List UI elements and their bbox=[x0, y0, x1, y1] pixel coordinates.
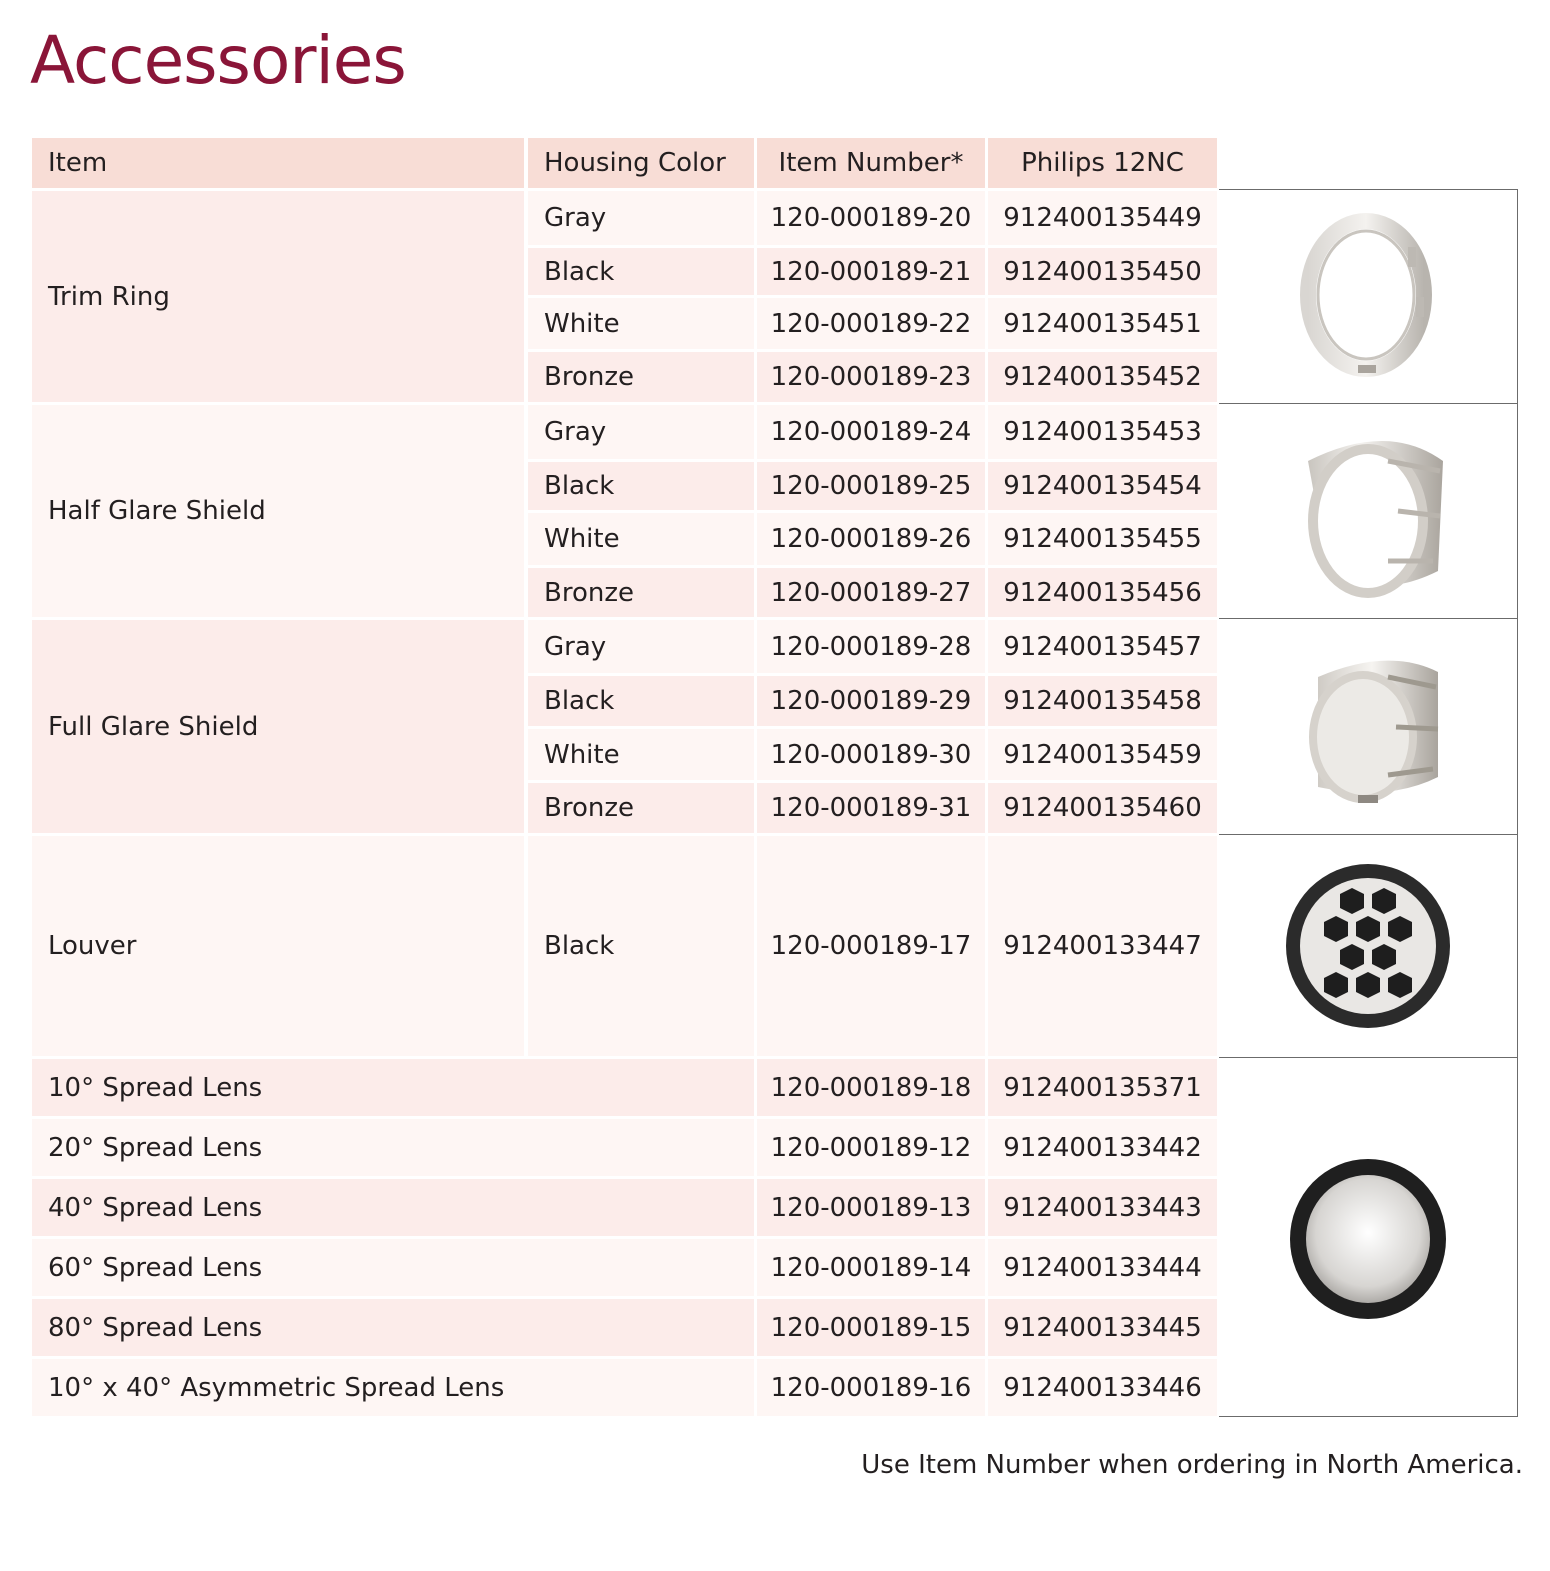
page-title: Accessories bbox=[30, 22, 406, 99]
philips-12nc-cell: 912400135452 bbox=[988, 352, 1217, 402]
philips-12nc-cell: 912400133443 bbox=[988, 1179, 1217, 1236]
trim-ring-photo bbox=[1219, 189, 1518, 403]
item-number-cell: 120-000189-13 bbox=[757, 1179, 985, 1236]
item-number-cell: 120-000189-30 bbox=[757, 729, 985, 780]
header-item-number: Item Number* bbox=[757, 138, 985, 188]
philips-12nc-cell: 912400135451 bbox=[988, 298, 1217, 349]
item-number-cell: 120-000189-23 bbox=[757, 352, 985, 402]
philips-12nc-cell: 912400135454 bbox=[988, 462, 1217, 510]
philips-12nc-cell: 912400135371 bbox=[988, 1059, 1217, 1116]
item-cell: Half Glare Shield bbox=[32, 405, 524, 617]
philips-12nc-cell: 912400135450 bbox=[988, 248, 1217, 295]
housing-color-cell: White bbox=[528, 298, 754, 349]
item-number-cell: 120-000189-20 bbox=[757, 191, 985, 245]
lens-item-cell: 60° Spread Lens bbox=[32, 1239, 754, 1296]
philips-12nc-cell: 912400133442 bbox=[988, 1119, 1217, 1176]
item-cell: Trim Ring bbox=[32, 191, 524, 402]
philips-12nc-cell: 912400135458 bbox=[988, 676, 1217, 726]
item-cell: Louver bbox=[32, 836, 524, 1056]
housing-color-cell: Bronze bbox=[528, 783, 754, 833]
header-philips-12nc: Philips 12NC bbox=[988, 138, 1217, 188]
item-number-cell: 120-000189-21 bbox=[757, 248, 985, 295]
philips-12nc-cell: 912400135457 bbox=[988, 620, 1217, 673]
philips-12nc-cell: 912400135449 bbox=[988, 191, 1217, 245]
header-housing-color: Housing Color bbox=[528, 138, 754, 188]
item-number-cell: 120-000189-26 bbox=[757, 513, 985, 565]
item-number-cell: 120-000189-27 bbox=[757, 568, 985, 617]
header-item: Item bbox=[32, 138, 524, 188]
housing-color-cell: White bbox=[528, 513, 754, 565]
full-glare-shield-photo bbox=[1219, 618, 1518, 834]
footnote: Use Item Number when ordering in North America. bbox=[861, 1450, 1523, 1480]
item-number-cell: 120-000189-12 bbox=[757, 1119, 985, 1176]
housing-color-cell: Gray bbox=[528, 405, 754, 459]
item-cell: Full Glare Shield bbox=[32, 620, 524, 833]
item-number-cell: 120-000189-18 bbox=[757, 1059, 985, 1116]
housing-color-cell: Black bbox=[528, 462, 754, 510]
lens-item-cell: 10° Spread Lens bbox=[32, 1059, 754, 1116]
philips-12nc-cell: 912400135456 bbox=[988, 568, 1217, 617]
housing-color-cell: Black bbox=[528, 836, 754, 1056]
louver-photo bbox=[1219, 834, 1518, 1057]
item-number-cell: 120-000189-17 bbox=[757, 836, 985, 1056]
item-number-cell: 120-000189-22 bbox=[757, 298, 985, 349]
housing-color-cell: White bbox=[528, 729, 754, 780]
housing-color-cell: Black bbox=[528, 248, 754, 295]
philips-12nc-cell: 912400133444 bbox=[988, 1239, 1217, 1296]
half-glare-shield-photo bbox=[1219, 403, 1518, 618]
item-number-cell: 120-000189-31 bbox=[757, 783, 985, 833]
item-number-cell: 120-000189-14 bbox=[757, 1239, 985, 1296]
lens-item-cell: 10° x 40° Asymmetric Spread Lens bbox=[32, 1359, 754, 1416]
item-number-cell: 120-000189-25 bbox=[757, 462, 985, 510]
lens-item-cell: 80° Spread Lens bbox=[32, 1299, 754, 1356]
philips-12nc-cell: 912400133445 bbox=[988, 1299, 1217, 1356]
item-number-cell: 120-000189-15 bbox=[757, 1299, 985, 1356]
item-number-cell: 120-000189-28 bbox=[757, 620, 985, 673]
lens-item-cell: 40° Spread Lens bbox=[32, 1179, 754, 1236]
housing-color-cell: Gray bbox=[528, 620, 754, 673]
philips-12nc-cell: 912400135455 bbox=[988, 513, 1217, 565]
spread-lens-photo bbox=[1219, 1057, 1518, 1417]
housing-color-cell: Black bbox=[528, 676, 754, 726]
item-number-cell: 120-000189-29 bbox=[757, 676, 985, 726]
housing-color-cell: Bronze bbox=[528, 568, 754, 617]
item-number-cell: 120-000189-24 bbox=[757, 405, 985, 459]
philips-12nc-cell: 912400133447 bbox=[988, 836, 1217, 1056]
philips-12nc-cell: 912400135459 bbox=[988, 729, 1217, 780]
lens-item-cell: 20° Spread Lens bbox=[32, 1119, 754, 1176]
housing-color-cell: Gray bbox=[528, 191, 754, 245]
philips-12nc-cell: 912400133446 bbox=[988, 1359, 1217, 1416]
philips-12nc-cell: 912400135453 bbox=[988, 405, 1217, 459]
item-number-cell: 120-000189-16 bbox=[757, 1359, 985, 1416]
housing-color-cell: Bronze bbox=[528, 352, 754, 402]
philips-12nc-cell: 912400135460 bbox=[988, 783, 1217, 833]
